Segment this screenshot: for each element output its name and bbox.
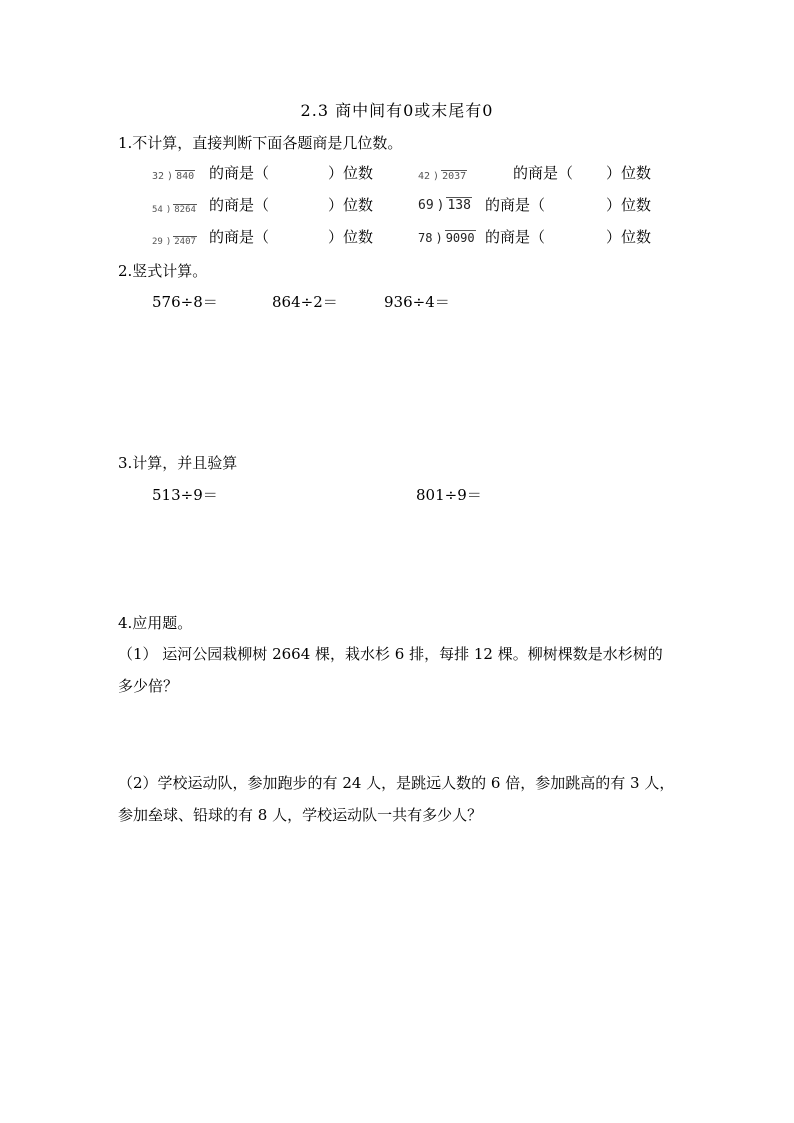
dividend: 2407 [174, 237, 196, 247]
divisor: 69 [418, 198, 434, 213]
item-4-de-shang: 的商是（ [485, 196, 546, 214]
item-4-weishu: ）位数 [606, 196, 652, 214]
section2-heading: 2.竖式计算。 [118, 262, 208, 280]
division-item-1: 32 ) 840 [152, 171, 195, 182]
divisor: 54 [152, 205, 163, 215]
dividend: 9090 [445, 231, 475, 245]
section3-heading: 3.计算，并且验算 [118, 454, 238, 472]
item-3-de-shang: 的商是（ [209, 196, 270, 214]
item-2-de-shang: 的商是（ [513, 164, 574, 182]
item-3-weishu: ）位数 [328, 196, 374, 214]
dividend: 8264 [174, 205, 196, 215]
division-item-5: 29 ) 2407 [152, 237, 196, 247]
problem-576: 576÷8＝ [152, 293, 218, 311]
division-item-4: 69 ) 138 [418, 198, 471, 213]
item-5-weishu: ）位数 [328, 228, 374, 246]
problem-513: 513÷9＝ [152, 486, 218, 504]
question-1-line-1: （1） 运河公园栽柳树 2664 棵，栽水杉 6 排，每排 12 棵。柳树棵数是水杉树的 [118, 645, 663, 663]
dividend: 138 [447, 198, 471, 213]
problem-801: 801÷9＝ [416, 486, 482, 504]
section1-heading: 1.不计算，直接判断下面各题商是几位数。 [118, 134, 403, 152]
item-1-weishu: ）位数 [328, 164, 374, 182]
division-item-3: 54 ) 8264 [152, 205, 196, 215]
item-6-de-shang: 的商是（ [485, 228, 546, 246]
dividend: 2037 [442, 171, 467, 182]
divisor: 32 [152, 171, 165, 182]
divisor: 42 [418, 171, 431, 182]
item-6-weishu: ）位数 [606, 228, 652, 246]
question-2-line-1: （2）学校运动队，参加跑步的有 24 人，是跳远人数的 6 倍，参加跳高的有 3 人， [118, 774, 675, 792]
problem-936: 936÷4＝ [384, 293, 450, 311]
question-1-line-2: 多少倍？ [118, 677, 179, 695]
divisor: 29 [152, 237, 163, 247]
division-item-6: 78 ) 9090 [418, 231, 475, 245]
page-title: 2.3 商中间有0或末尾有0 [300, 101, 494, 120]
dividend: 840 [176, 171, 195, 182]
divisor: 78 [418, 231, 433, 245]
item-1-de-shang: 的商是（ [209, 164, 270, 182]
section4-heading: 4.应用题。 [118, 614, 193, 632]
item-5-de-shang: 的商是（ [209, 228, 270, 246]
question-2-line-2: 参加垒球、铅球的有 8 人，学校运动队一共有多少人？ [118, 806, 483, 824]
item-2-weishu: ）位数 [606, 164, 652, 182]
division-item-2: 42 ) 2037 [418, 171, 467, 182]
problem-864: 864÷2＝ [272, 293, 338, 311]
